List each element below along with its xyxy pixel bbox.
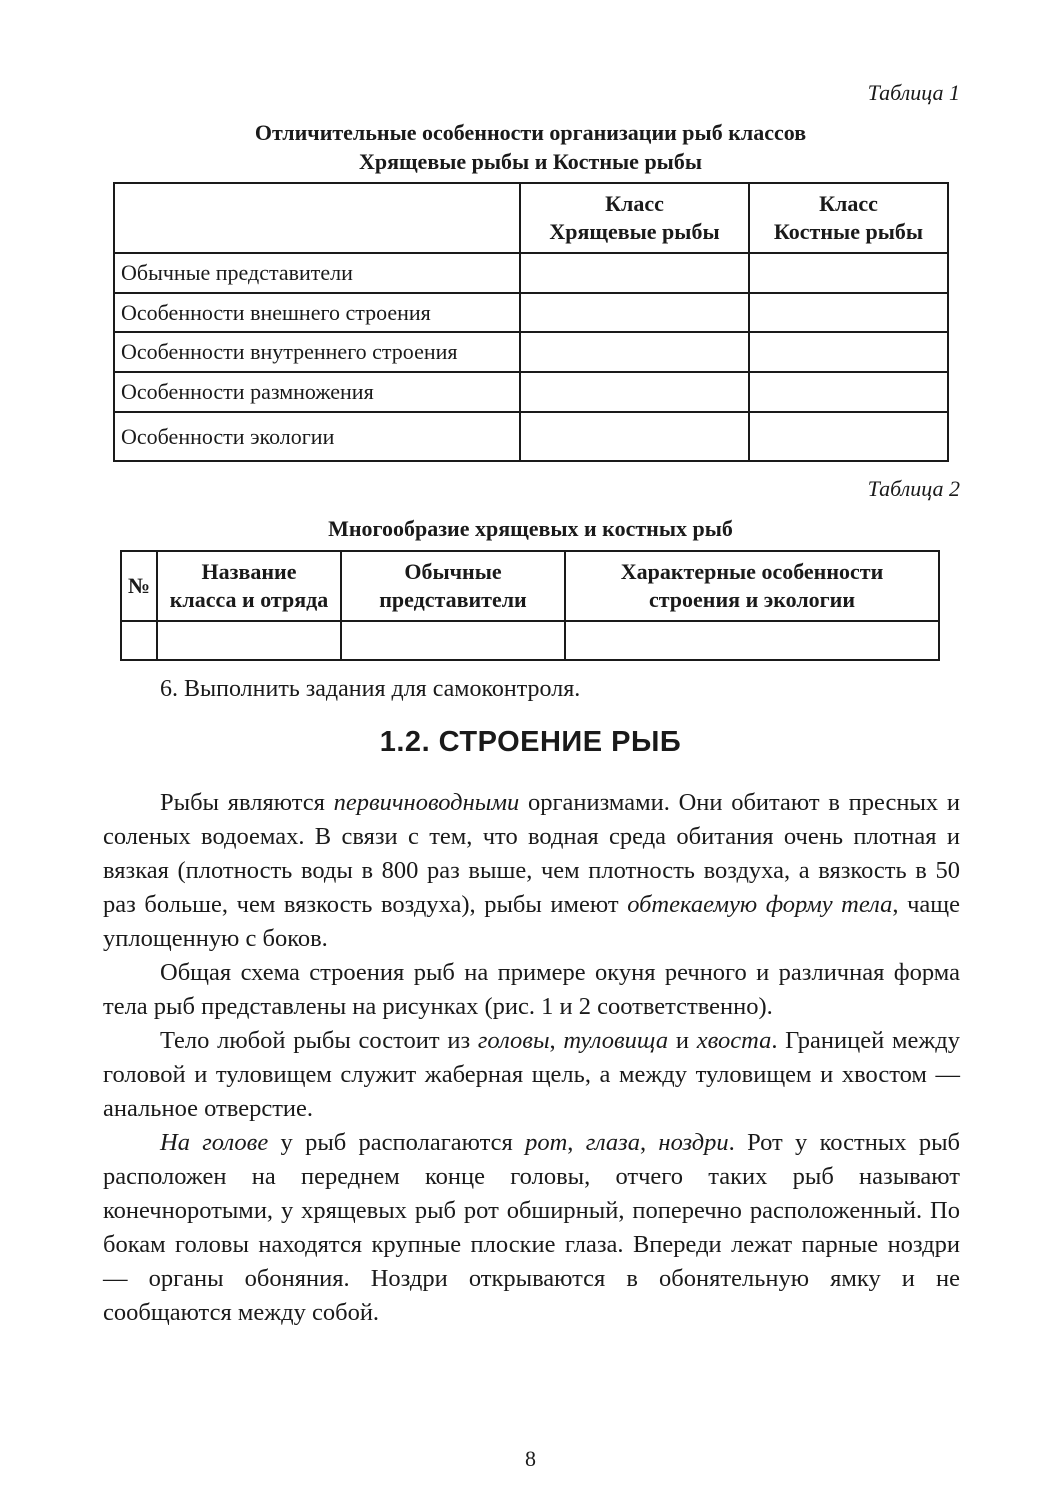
emphasis-term: глаза bbox=[585, 1129, 640, 1156]
text-run: Рыбы являются bbox=[160, 789, 334, 816]
table1-title-line1: Отличительные особенности организации рыб классов bbox=[254, 120, 807, 145]
table1-cell bbox=[749, 372, 948, 412]
emphasis-term: рот bbox=[525, 1129, 568, 1156]
table1-title-line2: Хрящевые рыбы и Костные рыбы bbox=[358, 149, 703, 174]
table2-header-features-line1: Характерные особенности bbox=[620, 559, 884, 584]
text-run: и bbox=[668, 1027, 697, 1054]
table2-cell bbox=[565, 621, 939, 660]
table2 bbox=[120, 550, 940, 661]
emphasis-term: На голове bbox=[160, 1129, 269, 1156]
table1-cell bbox=[749, 253, 948, 293]
table1-title bbox=[0, 118, 1061, 176]
text-run: . Границей между головой и туловищем служит жаберная щель, а между туловищем и хвостом — анальное отверстие. bbox=[103, 1027, 960, 1122]
table-row bbox=[121, 621, 939, 660]
table2-header-name-line1: Название bbox=[201, 559, 297, 584]
table2-header-row bbox=[121, 551, 939, 621]
table2-header-features-line2: строения и экологии bbox=[648, 587, 856, 612]
table2-header-representatives-line1: Обычные bbox=[404, 559, 502, 584]
table2-header-num: № bbox=[121, 551, 157, 621]
table1-header-bony bbox=[749, 183, 948, 253]
table2-header-representatives bbox=[341, 551, 565, 621]
table2-caption: Таблица 2 bbox=[867, 476, 960, 501]
table1-row-label: Особенности размножения bbox=[114, 372, 520, 412]
table2-header-name bbox=[157, 551, 341, 621]
table1-row-label: Особенности внешнего строения bbox=[114, 293, 520, 332]
paragraph-2: Общая схема строения рыб на примере окуня речного и различная форма тела рыб представлены на рисунках (рис. 1 и 2 соответственно). bbox=[103, 959, 960, 1020]
table2-cell bbox=[121, 621, 157, 660]
task-item-6: 6. Выполнить задания для самоконтроля. bbox=[160, 676, 581, 702]
table1 bbox=[113, 182, 949, 462]
table-row bbox=[114, 332, 948, 372]
table2-header-representatives-line2: представители bbox=[379, 587, 527, 612]
text-run: организмами. Они обитают в пресных и соленых водоемах. В связи с тем, что водная среда обитания очень плотная и вязкая (плотность воды в 800 раз выше, чем плотность воздуха, а вязкость в 50 раз больше, чем вязкость воздуха), рыбы имеют bbox=[103, 789, 960, 918]
table1-cell bbox=[520, 372, 749, 412]
text-run: , чаще уплощенную с боков. bbox=[103, 891, 961, 952]
page-number: 8 bbox=[525, 1446, 536, 1471]
emphasis-term: первичноводными bbox=[333, 789, 520, 816]
emphasis-term: хвоста bbox=[696, 1027, 772, 1054]
table1-cell bbox=[749, 293, 948, 332]
text-run: у рыб располагаются bbox=[268, 1129, 526, 1156]
emphasis-term: ноздри bbox=[658, 1129, 729, 1156]
paragraph-4 bbox=[103, 1126, 960, 1330]
table2-cell bbox=[157, 621, 341, 660]
table1-cell bbox=[749, 412, 948, 461]
body-text bbox=[103, 786, 960, 1330]
table2-header-features bbox=[565, 551, 939, 621]
table-row bbox=[114, 253, 948, 293]
emphasis-term: головы bbox=[477, 1027, 550, 1054]
paragraph-1 bbox=[103, 786, 960, 956]
table2-header-name-line2: класса и отряда bbox=[169, 587, 329, 612]
text-run: , bbox=[639, 1129, 659, 1156]
table-row bbox=[114, 412, 948, 461]
table2-title: Многообразие хрящевых и костных рыб bbox=[328, 516, 733, 541]
table1-row-label: Особенности экологии bbox=[114, 412, 520, 461]
table1-header-bony-line1: Класс bbox=[819, 191, 878, 216]
section-heading: 1.2. СТРОЕНИЕ РЫБ bbox=[379, 726, 682, 758]
table1-cell bbox=[520, 332, 749, 372]
table1-row-label: Обычные представители bbox=[114, 253, 520, 293]
text-run: , bbox=[567, 1129, 586, 1156]
table1-header-row bbox=[114, 183, 948, 253]
table1-cell bbox=[749, 332, 948, 372]
table1-header-bony-line2: Костные рыбы bbox=[773, 219, 924, 244]
emphasis-term: обтекаемую форму тела bbox=[627, 891, 893, 918]
table1-cell bbox=[520, 253, 749, 293]
table1-caption: Таблица 1 bbox=[867, 80, 960, 105]
table2-cell bbox=[341, 621, 565, 660]
table-row bbox=[114, 372, 948, 412]
text-run: , bbox=[549, 1027, 564, 1054]
table1-header-empty bbox=[114, 183, 520, 253]
table1-header-cartilaginous-line1: Класс bbox=[605, 191, 664, 216]
paragraph-3 bbox=[103, 1024, 960, 1126]
table-row bbox=[114, 293, 948, 332]
table1-row-label: Особенности внутреннего строения bbox=[114, 332, 520, 372]
table1-header-cartilaginous-line2: Хрящевые рыбы bbox=[549, 219, 720, 244]
emphasis-term: туловища bbox=[563, 1027, 669, 1054]
table1-cell bbox=[520, 293, 749, 332]
text-run: . Рот у костных рыб расположен на переднем конце головы, отчего таких рыб называют конечноротыми, у хрящевых рыб рот обширный, поперечно расположенный. По бокам головы находятся крупные плоские глаза. Впереди лежат парные ноздри — органы обоняния. Ноздри открываются в обонятельную ямку и не сообщаются между собой. bbox=[103, 1129, 961, 1326]
table1-header-cartilaginous bbox=[520, 183, 749, 253]
text-run: Тело любой рыбы состоит из bbox=[160, 1027, 478, 1054]
table1-cell bbox=[520, 412, 749, 461]
